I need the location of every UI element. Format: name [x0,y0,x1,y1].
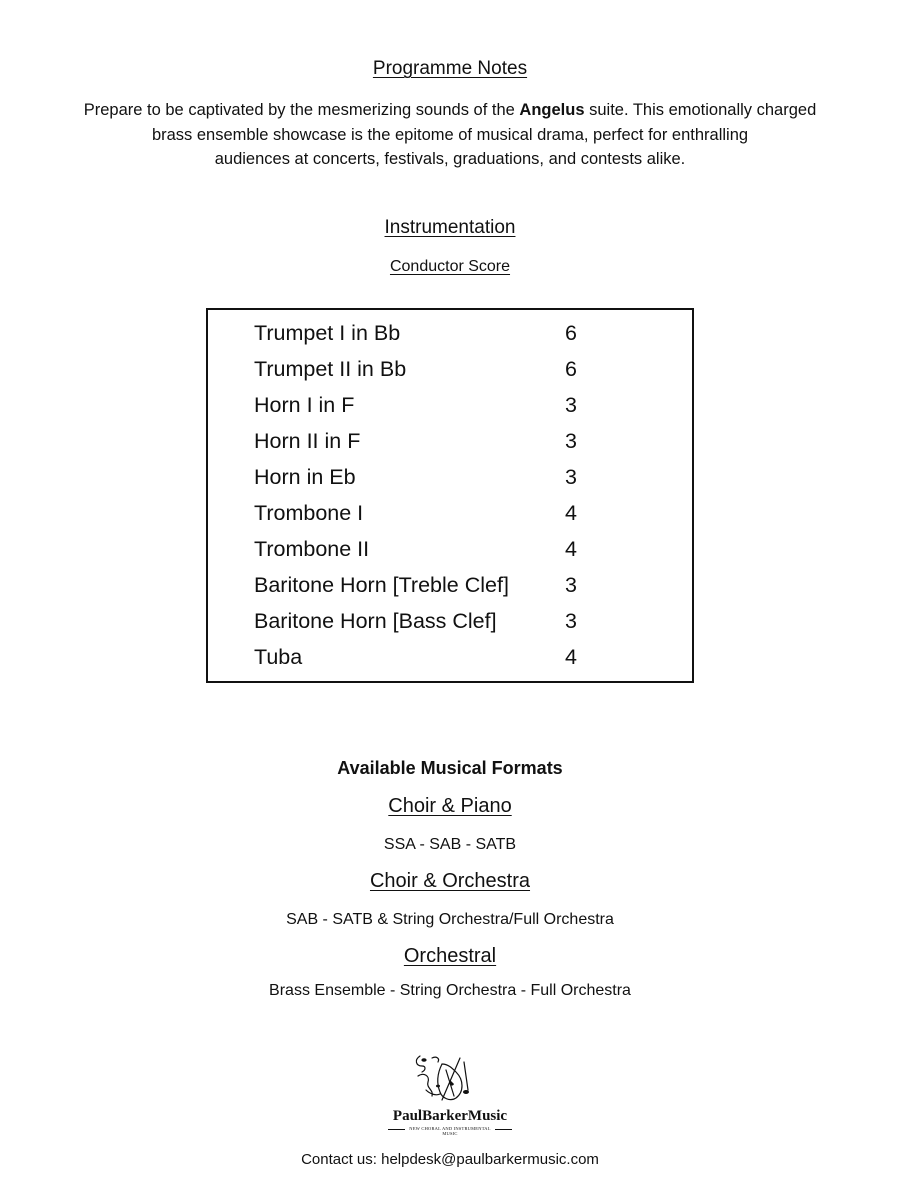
part-name: Baritone Horn [Bass Clef] [254,609,497,633]
part-row [254,567,654,603]
part-count: 3 [565,573,577,597]
part-name: Tuba [254,645,303,669]
format-detail-orchestral: Brass Ensemble - String Orchestra - Full Orchestra [269,982,631,999]
part-name: Baritone Horn [Treble Clef] [254,573,509,597]
part-count: 6 [565,357,577,381]
notes-line-1-start: Prepare to be captivated by the mesmerizing sounds of the [83,101,520,119]
part-name: Horn II in F [254,429,361,453]
part-row [254,603,654,639]
part-row [254,423,654,459]
part-name: Trumpet I in Bb [254,321,401,345]
brand-name: PaulBarkerMusic [392,1108,508,1124]
part-name: Trumpet II in Bb [254,357,407,381]
part-count: 3 [565,465,577,489]
notes-line-2: brass ensemble showcase is the epitome of musical drama, perfect for enthralling [151,125,749,144]
format-title-choir-orchestra: Choir & Orchestra [369,870,531,892]
part-count: 4 [565,645,577,669]
instrumentation-table [206,308,694,683]
format-title-orchestral: Orchestral [403,945,497,967]
part-count: 4 [565,537,577,561]
part-count: 4 [565,501,577,525]
part-row [254,495,654,531]
brand-tagline: NEW CHORAL AND INSTRUMENTAL MUSIC [405,1126,495,1136]
part-count: 3 [565,429,577,453]
part-name: Trombone II [254,537,370,561]
notes-line-1 [0,98,900,123]
part-count: 3 [565,393,577,417]
contact-line: Contact us: helpdesk@paulbarkermusic.com [301,1151,599,1168]
instrumentation-heading: Instrumentation [384,217,516,238]
part-row [254,531,654,567]
notes-line-1-end: suite. This emotionally charged [584,101,817,119]
part-row [254,639,654,675]
part-count: 3 [565,609,577,633]
part-row [254,315,654,351]
format-detail-choir-orchestra: SAB - SATB & String Orchestra/Full Orchestra [286,911,614,928]
part-row [254,387,654,423]
violin-and-notes-icon [380,1050,520,1108]
format-title-choir-piano: Choir & Piano [388,795,512,817]
part-name: Horn I in F [254,393,355,417]
part-row [254,459,654,495]
piece-title: Angelus [519,101,585,119]
paulbarkermusic-logo [380,1050,520,1140]
programme-notes-text [0,98,900,172]
conductor-score-label: Conductor Score [389,258,511,275]
part-row [254,351,654,387]
notes-line-3: audiences at concerts, festivals, graduations, and contests alike. [214,150,686,168]
format-detail-choir-piano: SSA - SAB - SATB [383,836,517,853]
part-name: Horn in Eb [254,465,356,489]
part-count: 6 [565,321,577,345]
programme-notes-heading: Programme Notes [372,58,528,79]
formats-heading: Available Musical Formats [337,758,563,778]
part-name: Trombone I [254,501,364,525]
